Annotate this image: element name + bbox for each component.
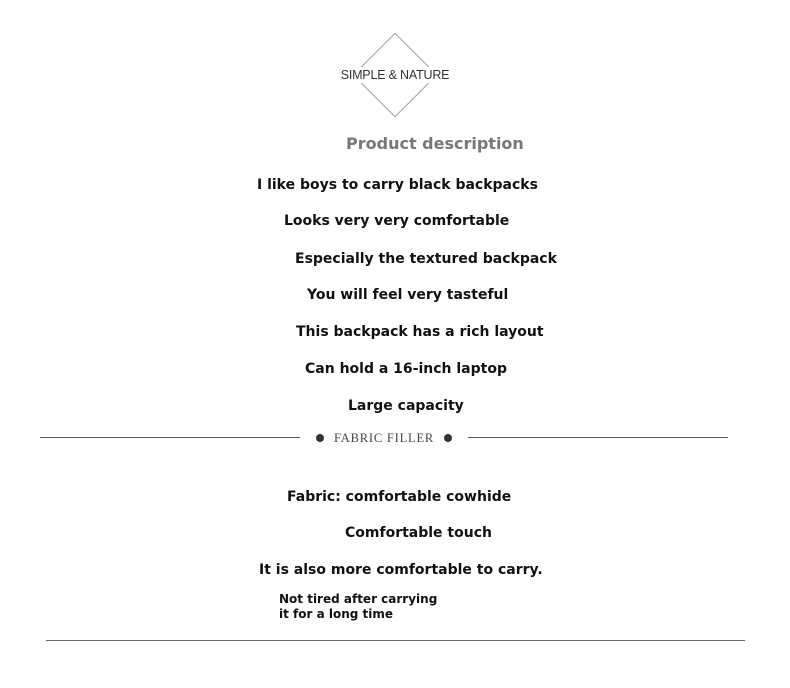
description-line: Looks very very comfortable xyxy=(284,213,510,229)
fabric-filler-label xyxy=(300,428,468,448)
description-line: You will feel very tasteful xyxy=(307,287,509,303)
fabric-line: It is also more comfortable to carry. xyxy=(259,562,543,578)
divider-dot-left xyxy=(316,434,324,442)
fabric-line: Fabric: comfortable cowhide xyxy=(287,489,512,505)
product-description-title: Product description xyxy=(346,134,524,153)
fabric-filler-title: FABRIC FILLER xyxy=(333,430,435,445)
divider-dot-right xyxy=(444,434,452,442)
fabric-line: Comfortable touch xyxy=(345,525,492,541)
description-line: Can hold a 16-inch laptop xyxy=(305,361,507,377)
description-line: Especially the textured backpack xyxy=(295,251,557,267)
logo-text: SIMPLE & NATURE xyxy=(333,67,457,83)
description-line: Large capacity xyxy=(348,398,464,414)
description-line: This backpack has a rich layout xyxy=(296,324,544,340)
description-line: I like boys to carry black backpacks xyxy=(257,177,538,193)
fabric-note-line: it for a long time xyxy=(279,607,394,621)
fabric-note-line: Not tired after carrying xyxy=(279,592,438,606)
bottom-divider xyxy=(46,640,745,641)
